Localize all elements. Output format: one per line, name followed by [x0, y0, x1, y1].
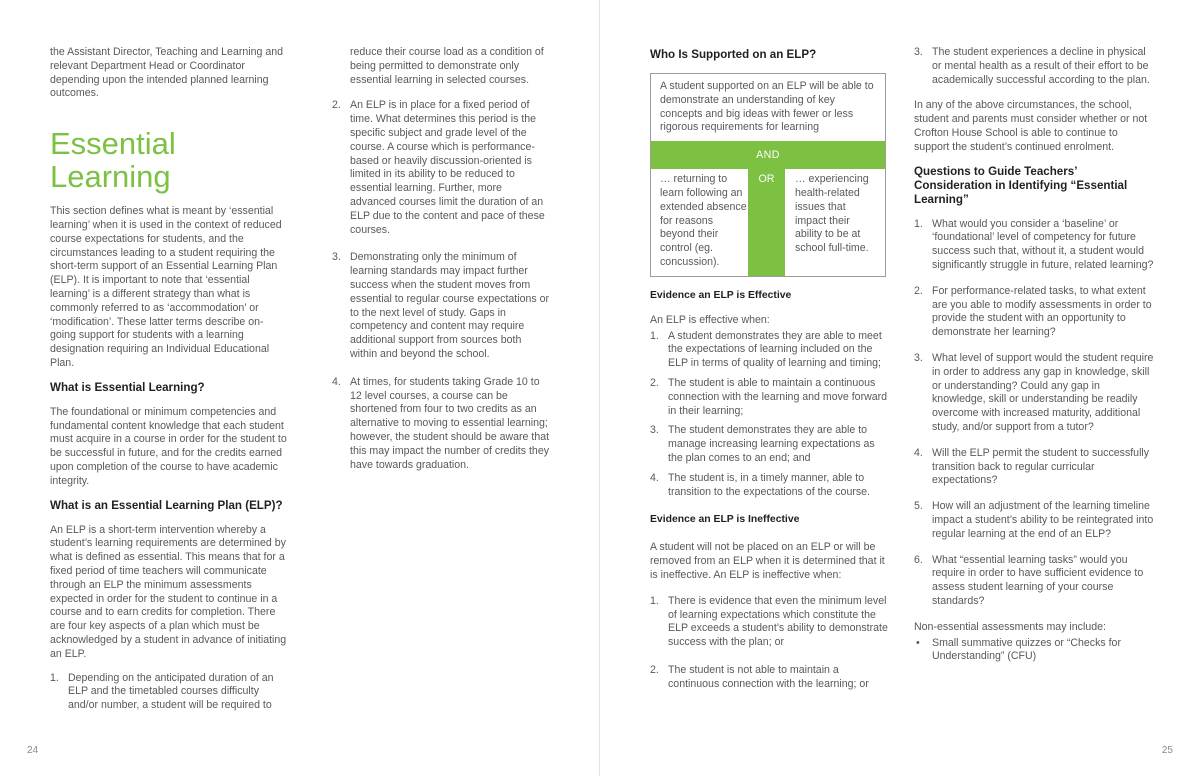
list-number: 2.	[650, 376, 659, 389]
guiding-questions-list	[914, 218, 1154, 609]
effective-intro: An ELP is effective when:	[650, 313, 770, 326]
list-text: Small summative quizzes or “Checks for Understanding” (CFU)	[932, 636, 1121, 663]
list-number: 2.	[914, 284, 923, 297]
left-column-1	[50, 46, 288, 725]
list-item	[650, 377, 888, 418]
right-column-1	[650, 46, 888, 704]
list-item	[914, 447, 1154, 488]
heading-who-is-supported: Who Is Supported on an ELP?	[650, 48, 817, 61]
list-item	[650, 664, 888, 692]
list-item	[914, 352, 1154, 435]
elp-box-or: OR	[748, 169, 785, 276]
elp-support-box	[650, 73, 886, 277]
heading-guiding-questions: Questions to Guide Teachers’ Consideration in Identifying “Essential Learning”	[914, 164, 1128, 206]
list-number: 1.	[650, 329, 659, 342]
list-text: What would you consider a ‘baseline’ or ‘foundational’ level of competency for future success such that, without it, a student would significantly struggle in future, related learning?	[932, 217, 1154, 271]
list-item	[50, 672, 288, 713]
elp-box-right: … experiencing health-related issues that impact their ability to be at school full-time.	[795, 173, 869, 255]
list-item	[914, 218, 1154, 273]
heading-what-is-elp: What is an Essential Learning Plan (ELP)?	[50, 498, 283, 512]
list-text: A student demonstrates they are able to meet the expectations of learning included on the ELP in terms of quality of learning and timing;	[668, 329, 882, 370]
list-text: The student is not able to maintain a continuous connection with the learning; or	[668, 663, 869, 690]
list-text: An ELP is in place for a fixed period of time. What determines this period is the specific subject and grade level of the course. A course which is performance-based or heavily discussion-oriented is limited in its ability to be reduced to essential learning. Further, more advanced courses limit the duration of an ELP due to the content and pace of these courses.	[350, 99, 545, 236]
list-text: Demonstrating only the minimum of learning standards may impact further success when the student moves from essential to regular course expectations or to the next level of study. Gaps in competency and content may require additional support from sources both within and beyond the school.	[350, 251, 550, 360]
left-page	[0, 0, 599, 776]
page-title	[50, 127, 288, 193]
list-item	[914, 500, 1154, 541]
list-number: 1.	[50, 671, 59, 684]
list-text: The student experiences a decline in physical or mental health as a result of their effort to be academically successful according to the plan.	[932, 46, 1150, 86]
list-number: 3.	[914, 46, 923, 58]
effective-list	[650, 330, 888, 500]
page-number-right: 25	[1161, 745, 1173, 757]
list-text: Will the ELP permit the student to successfully transition back to regular curricular expectations?	[932, 446, 1150, 487]
elp-box-left: … returning to learn following an extended absence for reasons beyond their control (eg. concussion).	[660, 173, 747, 268]
list-text: What “essential learning tasks” would you require in order to have sufficient evidence to assess student learning of your course standards?	[932, 553, 1144, 607]
list-item	[914, 554, 1154, 609]
circumstances-paragraph: In any of the above circumstances, the school, student and parents must consider whether or not Crofton House School is able to continue to support the student’s continued enrolment.	[914, 99, 1148, 153]
bullet: •	[916, 636, 920, 649]
list-text: The student is, in a timely manner, able to transition to the expectations of the course.	[668, 471, 870, 498]
list-item	[650, 424, 888, 465]
non-essential-intro: Non-essential assessments may include:	[914, 620, 1106, 633]
list-number: 6.	[914, 553, 923, 566]
elp-aspects-list	[50, 672, 288, 713]
list-number: 2.	[650, 663, 659, 676]
list-item	[650, 330, 888, 371]
list-number: 1.	[914, 217, 923, 230]
list-item	[650, 595, 888, 650]
heading-what-is-essential-learning: What is Essential Learning?	[50, 380, 205, 394]
right-page	[600, 0, 1200, 776]
left-column-2	[332, 46, 550, 484]
section-intro: This section defines what is meant by ‘essential learning’ when it is used in the context of reduced course expectations for students, and the circumstances leading to a student requiring the short-term support of an Essential Learning Plan (ELP). It is important to note that ‘essential learning’ is a different strategy than what is commonly referred to as ‘accommodation’ or ‘modification’. These latter terms describe on-going support for students with a learning designation requiring an Individual Educational Plan.	[50, 205, 282, 369]
right-column-2	[914, 46, 1154, 664]
ineffective-list	[650, 595, 888, 692]
list-text: For performance-related tasks, to what extent are you able to modify assessments in order to provide the student with an opportunity to demonstrate her learning?	[932, 284, 1152, 339]
list-number: 5.	[914, 500, 923, 513]
list-number: 3.	[914, 351, 923, 364]
list-text: Depending on the anticipated duration of an ELP and the timetabled courses difficulty and/or number, a student will be required to	[68, 671, 274, 712]
what-is-essential-learning-text: The foundational or minimum competencies and fundamental content knowledge that each student must acquire in a course in order for the student to be successful in future, and for the credits earned upon completion of the course to have academic integrity.	[50, 405, 287, 487]
list-number: 4.	[332, 375, 341, 388]
title-line-2: Learning	[50, 159, 171, 195]
list-text: At times, for students taking Grade 10 to 12 level courses, a course can be shortened from four to two credits as an alternative to moving to essential learning; however, the student should be aware that this may impact the number of credits they have towards graduation.	[350, 375, 550, 471]
list-item	[332, 376, 550, 473]
list-item	[914, 285, 1154, 340]
list-text: The student is able to maintain a continuous connection with the learning and move forward in their learning;	[668, 376, 888, 417]
ineffective-list-cont	[914, 46, 1154, 87]
list-item	[914, 637, 1154, 665]
intro-paragraph: the Assistant Director, Teaching and Learning and relevant Department Head or Coordinator depending upon the intended planned learning outcomes.	[50, 46, 284, 100]
list-number: 4.	[650, 471, 659, 484]
list-continuation: reduce their course load as a condition of being permitted to demonstrate only essential learning in selected courses.	[350, 46, 544, 86]
elp-box-row	[651, 169, 885, 276]
elp-box-and-band: AND	[651, 141, 885, 169]
list-number: 3.	[650, 424, 659, 437]
list-item	[332, 251, 550, 361]
list-text: What level of support would the student require in order to address any gap in knowledge, skill or understanding? Could any gap in knowledge, skill or understanding be readily overcome with increased maturity, additional study, and/or support from a tutor?	[932, 351, 1154, 433]
list-text: The student demonstrates they are able to manage increasing learning expectations as the plan comes to an end; and	[668, 424, 875, 464]
ineffective-intro: A student will not be placed on an ELP or will be removed from an ELP when it is determined that it is ineffective. An ELP is ineffective when:	[650, 541, 885, 581]
list-number: 3.	[332, 251, 341, 264]
non-essential-list	[914, 637, 1154, 665]
list-number: 4.	[914, 446, 923, 459]
elp-aspects-list-cont	[332, 99, 550, 472]
title-line-1: Essential	[50, 126, 176, 162]
heading-evidence-effective: Evidence an ELP is Effective	[650, 289, 792, 301]
list-item	[650, 472, 888, 500]
list-text: There is evidence that even the minimum level of learning expectations which constitute the ELP exceeds a student’s ability to demonstrate success with the plan; or	[668, 594, 888, 649]
list-number: 1.	[650, 594, 659, 607]
list-item	[332, 99, 550, 237]
heading-evidence-ineffective: Evidence an ELP is Ineffective	[650, 514, 800, 526]
list-item	[914, 46, 1154, 87]
list-number: 2.	[332, 99, 341, 112]
list-text: How will an adjustment of the learning timeline impact a student’s ability to be reintegrated into regular learning at the end of an ELP?	[932, 500, 1154, 540]
what-is-elp-text: An ELP is a short-term intervention whereby a student’s learning requirements are determined by what is defined as essential. This means that for a fixed period of time teachers will communicate through an ELP the minimum assessments expected in order for the student to continue in a course and to earn credits for completion. There are four key aspects of a plan which must be acknowledged by a student in advance of initiating an ELP.	[50, 523, 287, 660]
elp-box-top: A student supported on an ELP will be able to demonstrate an understanding of key concepts and big ideas with fewer or less rigorous requirements for learning	[660, 80, 874, 134]
page-number-left: 24	[27, 745, 39, 757]
